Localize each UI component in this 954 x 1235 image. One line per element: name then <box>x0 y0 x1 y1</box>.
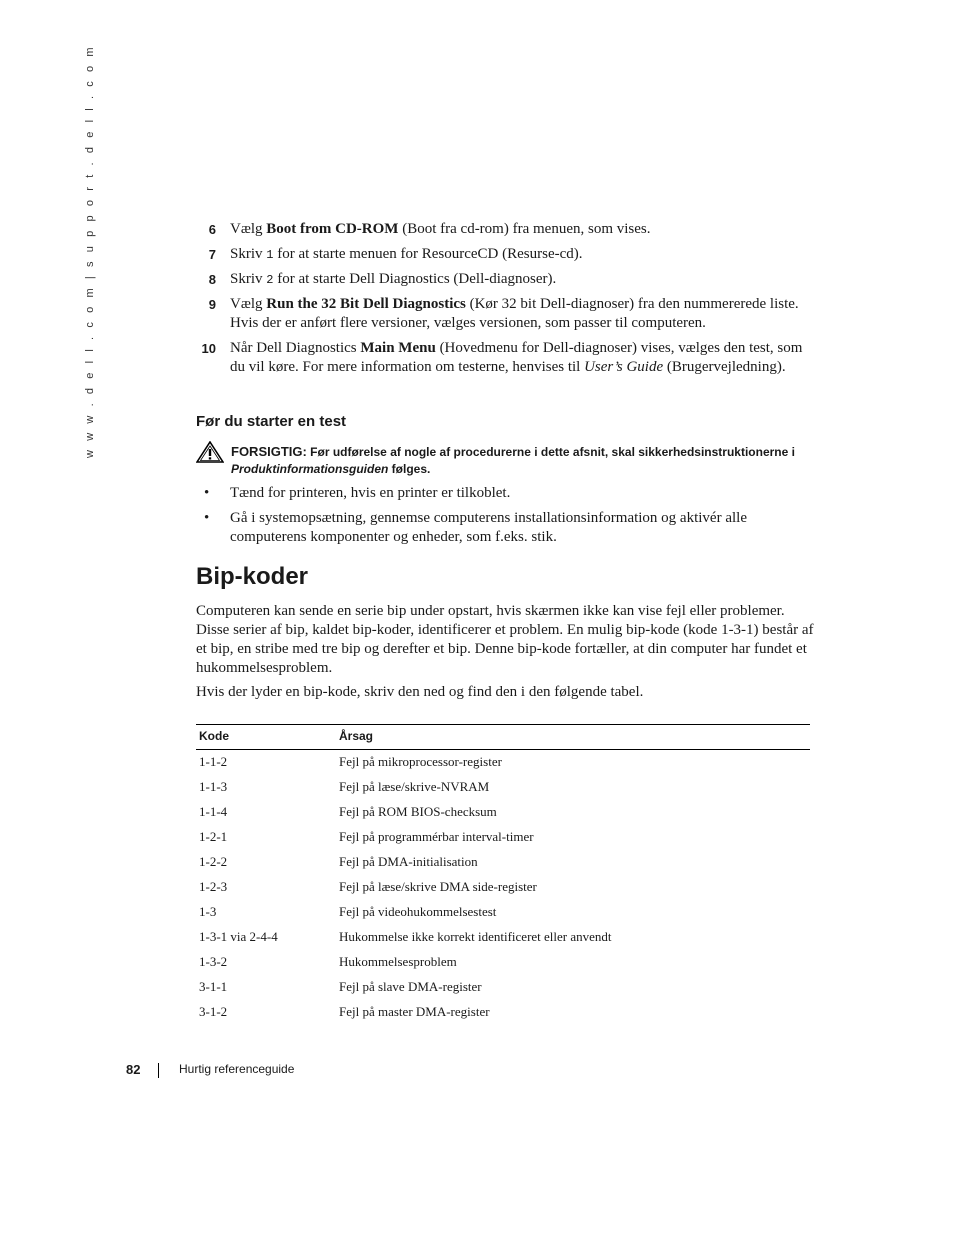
cause-cell: Fejl på læse/skrive-NVRAM <box>339 779 490 794</box>
step-code: 1 <box>266 248 274 262</box>
table-row <box>196 850 810 875</box>
code-cell: 1-1-3 <box>199 779 228 794</box>
step-text: (Hovedmenu for Dell-diagnoser) vises, vælges den test, som du vil køre. For mere information om testerne, henvises til <box>230 340 803 375</box>
step-code: 2 <box>266 273 274 287</box>
cause-cell: Hukommelse ikke korrekt identificeret eller anvendt <box>339 929 612 944</box>
code-cell: 1-3-1 via 2-4-4 <box>199 929 278 944</box>
section-heading: Før du starter en test <box>196 413 347 430</box>
column-header: Kode <box>199 729 229 743</box>
cause-cell: Fejl på programmérbar interval-timer <box>339 829 534 844</box>
table-row <box>196 800 810 825</box>
step-text: Skriv <box>230 246 267 262</box>
code-cell: 1-2-2 <box>199 854 228 869</box>
column-header: Årsag <box>339 729 374 743</box>
code-cell: 1-1-4 <box>199 804 228 819</box>
cause-cell: Fejl på mikroprocessor-register <box>339 754 502 769</box>
step-number: 7 <box>208 247 216 262</box>
cause-cell: Hukommelsesproblem <box>339 954 457 969</box>
step-bold: Main Menu <box>360 340 436 356</box>
cause-cell: Fejl på slave DMA-register <box>339 979 482 994</box>
warning-icon <box>196 441 224 463</box>
cause-cell: Fejl på master DMA-register <box>339 1004 490 1019</box>
footer-text: Hurtig referenceguide <box>179 1062 295 1076</box>
side-url: w w w . d e l l . c o m | s u p p o r t . d e l l . c o m <box>84 44 96 458</box>
table-header <box>196 724 810 750</box>
bullet-icon: • <box>204 485 210 501</box>
list-item <box>196 484 816 503</box>
step-italic: User’s Guide <box>584 359 664 375</box>
table-body <box>196 750 810 1025</box>
step-10 <box>196 339 816 377</box>
step-text: Vælg <box>230 221 267 237</box>
cause-cell: Fejl på læse/skrive DMA side-register <box>339 879 537 894</box>
caution-label: FORSIGTIG: <box>231 444 307 459</box>
cause-cell: Fejl på DMA-initialisation <box>339 854 478 869</box>
cause-cell: Fejl på videohukommelsestest <box>339 904 497 919</box>
table-row <box>196 1000 810 1025</box>
step-text: Vælg <box>230 296 267 312</box>
step-number: 6 <box>208 222 216 237</box>
step-8 <box>196 270 816 290</box>
code-cell: 3-1-1 <box>199 979 228 994</box>
caution-italic: Produktinformationsguiden <box>231 462 389 476</box>
list-item-text: Tænd for printeren, hvis en printer er tilkoblet. <box>230 485 511 501</box>
step-number: 8 <box>208 272 216 287</box>
list-item-text: Gå i systemopsætning, gennemse computerens installationsinformation og aktivér alle computerens komponenter og enheder, som f.eks. stik. <box>230 510 747 545</box>
caution-text: følges. <box>388 462 431 476</box>
table-row <box>196 775 810 800</box>
step-text: (Boot fra cd-rom) fra menuen, som vises. <box>398 221 651 237</box>
table-row <box>196 975 810 1000</box>
table-row <box>196 825 810 850</box>
code-cell: 1-3 <box>199 904 217 919</box>
footer-divider <box>158 1063 159 1078</box>
paragraph: Computeren kan sende en serie bip under opstart, hvis skærmen ikke kan vise fejl eller problemer. Disse serier af bip, kaldet bip-koder, identificerer et problem. En mulig bip-kode (kode 1-3-1) består af et bip, en stribe med tre bip og derefter et bip. Denne bip-kode fortæller, at din computer har fundet et hukommelsesproblem. <box>196 603 814 676</box>
table-row <box>196 950 810 975</box>
table-row <box>196 900 810 925</box>
code-cell: 3-1-2 <box>199 1004 228 1019</box>
step-7 <box>196 245 816 265</box>
step-text: Skriv <box>230 271 267 287</box>
code-cell: 1-2-1 <box>199 829 228 844</box>
step-9 <box>196 295 816 333</box>
paragraph: Hvis der lyder en bip-kode, skriv den ned og find den i den følgende tabel. <box>196 684 644 700</box>
step-text: (Brugervejledning). <box>663 359 786 375</box>
table-row <box>196 875 810 900</box>
code-cell: 1-2-3 <box>199 879 228 894</box>
step-bold: Boot from CD-ROM <box>266 221 399 237</box>
page-title: Bip-koder <box>196 563 309 590</box>
table-row <box>196 750 810 775</box>
code-cell: 1-1-2 <box>199 754 228 769</box>
caution-note <box>231 443 811 478</box>
code-cell: 1-3-2 <box>199 954 228 969</box>
list-item <box>196 509 816 547</box>
bullet-icon: • <box>204 510 210 526</box>
step-6 <box>196 220 816 239</box>
step-bold: Run the 32 Bit Dell Diagnostics <box>266 296 466 312</box>
step-text: for at starte menuen for ResourceCD (Resurse-cd). <box>273 246 583 262</box>
step-number: 10 <box>201 341 216 356</box>
step-text: (Kør 32 bit Dell-diagnoser) fra den nummererede liste. Hvis der er anført flere versioner, vælges versionen, som passer til computeren. <box>230 296 799 331</box>
page-number: 82 <box>126 1062 141 1077</box>
cause-cell: Fejl på ROM BIOS-checksum <box>339 804 497 819</box>
table-row <box>196 925 810 950</box>
beep-code-table <box>196 724 810 1025</box>
step-text: for at starte Dell Diagnostics (Dell-diagnoser). <box>273 271 557 287</box>
step-number: 9 <box>208 297 216 312</box>
step-text: Når Dell Diagnostics <box>230 340 361 356</box>
caution-text: Før udførelse af nogle af procedurerne i dette afsnit, skal sikkerhedsinstruktionerne i <box>306 445 795 459</box>
